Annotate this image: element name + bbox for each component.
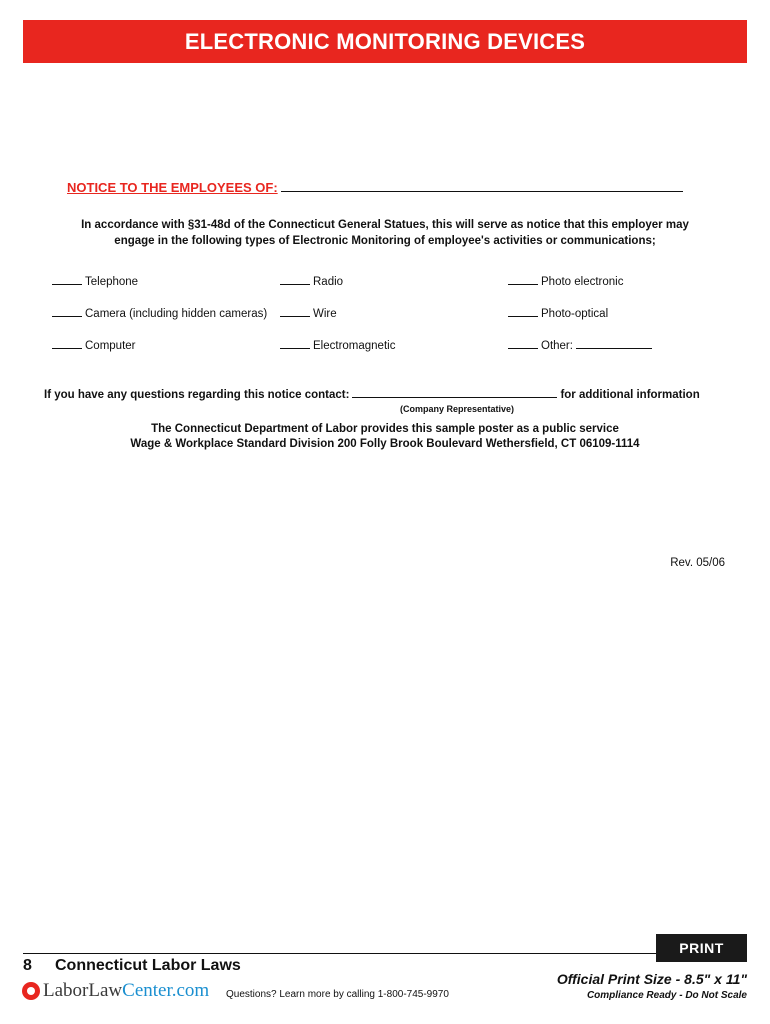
option-wire[interactable]: Wire <box>280 306 337 320</box>
intro-paragraph <box>40 217 730 249</box>
intro-line-2: engage in the following types of Electronic Monitoring of employee's activities or communications; <box>114 235 656 247</box>
checkbox-blank[interactable] <box>52 338 82 349</box>
checkbox-blank[interactable] <box>508 338 538 349</box>
contact-line <box>44 387 700 401</box>
questions-contact: Questions? Learn more by calling 1-800-745-9970 <box>226 989 449 1000</box>
option-camera[interactable]: Camera (including hidden cameras) <box>52 306 267 320</box>
other-specify-blank[interactable] <box>576 338 652 349</box>
footer-divider <box>23 953 658 954</box>
checkbox-blank[interactable] <box>508 306 538 317</box>
print-button[interactable]: PRINT <box>656 934 747 962</box>
intro-line-1: In accordance with §31-48d of the Connecticut General Statues, this will serve as notice that this employer may <box>81 219 689 231</box>
checkbox-blank[interactable] <box>52 274 82 285</box>
company-representative-blank[interactable] <box>352 387 557 398</box>
option-telephone[interactable]: Telephone <box>52 274 138 288</box>
department-line-2: Wage & Workplace Standard Division 200 Folly Brook Boulevard Wethersfield, CT 06109-1114 <box>130 438 640 450</box>
option-electromagnetic[interactable]: Electromagnetic <box>280 338 395 352</box>
employer-name-blank[interactable] <box>281 179 683 192</box>
checkbox-blank[interactable] <box>52 306 82 317</box>
official-print-size: Official Print Size - 8.5" x 11" <box>556 971 747 987</box>
footer-title: Connecticut Labor Laws <box>55 957 241 974</box>
option-photo-optical[interactable]: Photo-optical <box>508 306 608 320</box>
logo-circle-icon <box>22 982 40 1000</box>
laborlawcenter-logo[interactable] <box>22 980 209 1002</box>
contact-prefix: If you have any questions regarding this notice contact: <box>44 389 350 401</box>
department-line-1: The Connecticut Department of Labor provides this sample poster as a public service <box>151 423 619 435</box>
page-number: 8 <box>23 957 32 974</box>
option-photo-electronic[interactable]: Photo electronic <box>508 274 623 288</box>
checkbox-blank[interactable] <box>280 338 310 349</box>
logo-text-part2: Center.com <box>122 980 210 1001</box>
option-computer[interactable]: Computer <box>52 338 136 352</box>
notice-label: NOTICE TO THE EMPLOYEES OF: <box>67 180 278 195</box>
compliance-note: Compliance Ready - Do Not Scale <box>586 990 747 1001</box>
checkbox-blank[interactable] <box>280 306 310 317</box>
checkbox-blank[interactable] <box>508 274 538 285</box>
option-radio[interactable]: Radio <box>280 274 343 288</box>
company-representative-label: (Company Representative) <box>400 404 515 414</box>
title-banner <box>23 20 747 63</box>
revision-label: Rev. 05/06 <box>670 557 725 569</box>
contact-suffix: for additional information <box>560 389 700 401</box>
notice-line <box>67 179 683 195</box>
checkbox-blank[interactable] <box>280 274 310 285</box>
logo-text-part1: LaborLaw <box>43 980 123 1001</box>
option-other[interactable]: Other: <box>508 338 652 352</box>
page-title: ELECTRONIC MONITORING DEVICES <box>184 28 586 54</box>
